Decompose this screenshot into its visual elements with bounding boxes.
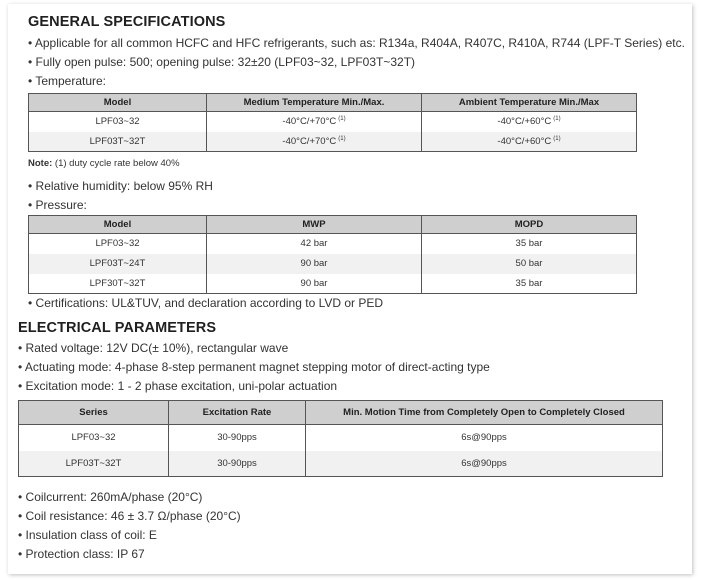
excitation-mode-bullet: • Excitation mode: 1 - 2 phase excitation, uni-polar actuation xyxy=(18,379,338,393)
table-cell: 30-90pps xyxy=(169,451,306,477)
table-cell: LPF03T~24T xyxy=(29,254,207,274)
table-cell: 90 bar xyxy=(207,254,422,274)
insulation-class-bullet: • Insulation class of coil: E xyxy=(18,528,157,542)
temperature-bullet: • Temperature: xyxy=(28,74,107,88)
table-header: Excitation Rate xyxy=(169,401,306,425)
table-cell: LPF03~32 xyxy=(29,112,207,132)
table-cell xyxy=(422,112,637,132)
electrical-parameters-heading: ELECTRICAL PARAMETERS xyxy=(18,320,217,336)
actuating-mode-bullet: • Actuating mode: 4-phase 8-step permanent magnet stepping motor of direct-acting type xyxy=(18,360,490,374)
protection-class-bullet: • Protection class: IP 67 xyxy=(18,547,145,561)
footnote-mark: (1) xyxy=(553,116,561,123)
table-header: Ambient Temperature Min./Max xyxy=(422,94,637,112)
table-header-row xyxy=(19,401,663,425)
refrigerants-bullet: • Applicable for all common HCFC and HFC refrigerants, such as: R134a, R404A, R407C, R410A, R744 (LPF-T Series) etc. xyxy=(28,36,685,50)
note-text: (1) duty cycle rate below 40% xyxy=(52,158,180,169)
pressure-bullet: • Pressure: xyxy=(28,198,87,212)
table-row xyxy=(19,451,663,477)
coil-current-bullet: • Coilcurrent: 260mA/phase (20°C) xyxy=(18,490,203,504)
table-row xyxy=(19,425,663,451)
table-cell: 35 bar xyxy=(422,274,637,294)
table-cell: 42 bar xyxy=(207,234,422,254)
table-header: MOPD xyxy=(422,216,637,234)
series-table xyxy=(18,400,663,477)
cell-value: -40°C/+70°C xyxy=(282,135,337,147)
table-row xyxy=(29,274,637,294)
note-label: Note: xyxy=(28,158,53,169)
table-cell: 6s@90pps xyxy=(306,451,663,477)
table-header: Medium Temperature Min./Max. xyxy=(207,94,422,112)
table-cell xyxy=(422,132,637,152)
table-header: Model xyxy=(29,216,207,234)
table-header-row xyxy=(29,94,637,112)
table-cell: 90 bar xyxy=(207,274,422,294)
footnote-mark: (1) xyxy=(553,135,561,142)
table-cell: LPF03T~32T xyxy=(19,451,169,477)
cell-value: -40°C/+60°C xyxy=(497,116,552,128)
coil-resistance-bullet: • Coil resistance: 46 ± 3.7 Ω/phase (20°C) xyxy=(18,509,241,523)
table-cell: LPF03~32 xyxy=(19,425,169,451)
duty-cycle-note xyxy=(28,158,180,169)
table-cell: 30-90pps xyxy=(169,425,306,451)
general-specifications-heading: GENERAL SPECIFICATIONS xyxy=(28,14,226,30)
temperature-table xyxy=(28,93,637,152)
table-cell xyxy=(207,132,422,152)
table-cell xyxy=(207,112,422,132)
cell-value: -40°C/+70°C xyxy=(282,116,337,128)
rated-voltage-bullet: • Rated voltage: 12V DC(± 10%), rectangular wave xyxy=(18,341,289,355)
footnote-mark: (1) xyxy=(338,135,346,142)
certifications-bullet: • Certifications: UL&TUV, and declaration according to LVD or PED xyxy=(28,296,384,310)
table-row xyxy=(29,234,637,254)
table-cell: LPF30T~32T xyxy=(29,274,207,294)
table-header-row xyxy=(29,216,637,234)
footnote-mark: (1) xyxy=(338,116,346,123)
table-cell: 35 bar xyxy=(422,234,637,254)
table-row xyxy=(29,254,637,274)
humidity-bullet: • Relative humidity: below 95% RH xyxy=(28,179,213,193)
table-row xyxy=(29,112,637,132)
table-header: MWP xyxy=(207,216,422,234)
table-header: Series xyxy=(19,401,169,425)
pulse-bullet: • Fully open pulse: 500; opening pulse: 32±20 (LPF03~32, LPF03T~32T) xyxy=(28,55,416,69)
table-header: Model xyxy=(29,94,207,112)
cell-value: -40°C/+60°C xyxy=(497,135,552,147)
table-cell: 50 bar xyxy=(422,254,637,274)
table-row xyxy=(29,132,637,152)
table-cell: 6s@90pps xyxy=(306,425,663,451)
table-header: Min. Motion Time from Completely Open to Completely Closed xyxy=(306,401,663,425)
pressure-table xyxy=(28,215,637,294)
table-cell: LPF03T~32T xyxy=(29,132,207,152)
table-cell: LPF03~32 xyxy=(29,234,207,254)
